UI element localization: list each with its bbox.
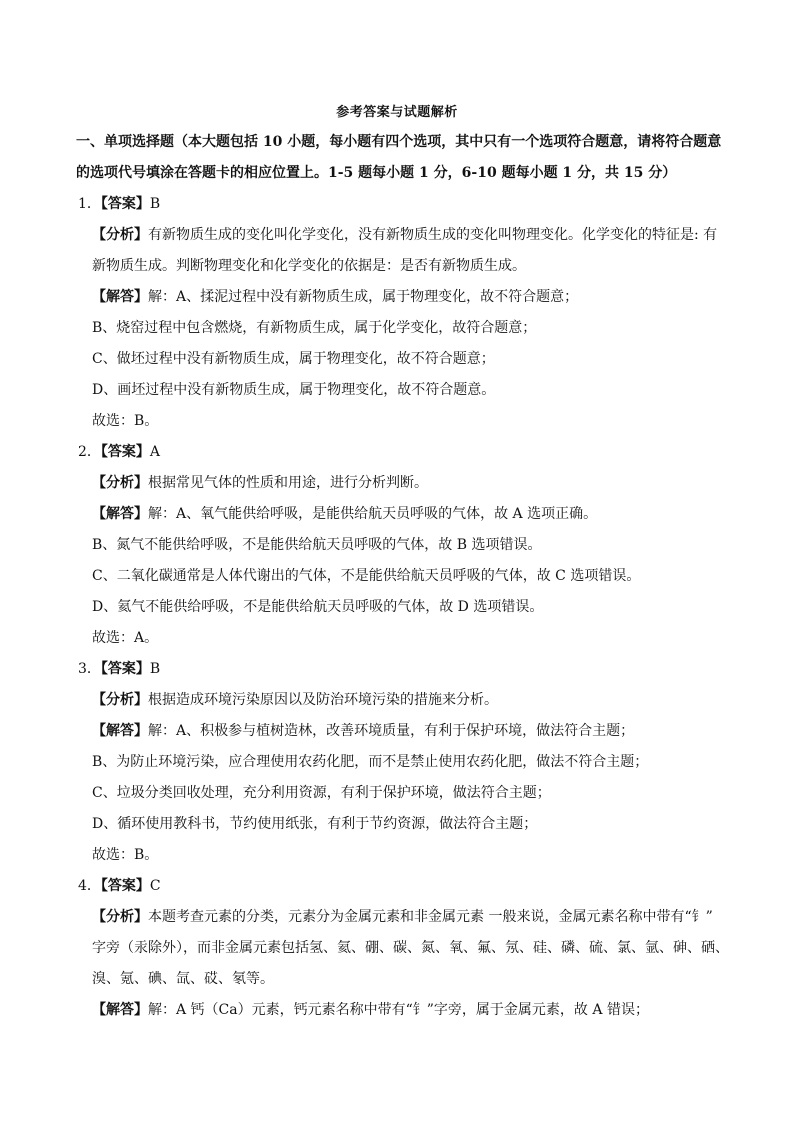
q3-option-b: B、为防止环境污染，应合理使用农药化肥，而不是禁止使用农药化肥，做法不符合主题； — [92, 754, 649, 770]
q1-solution-text: 解：A、揉泥过程中没有新物质生成，属于物理变化，故不符合题意； — [148, 289, 579, 305]
analysis-tag: 【分析】 — [92, 227, 148, 243]
q2-option-d: D、氦气不能供给呼吸，不是能供给航天员呼吸的气体，故 D 选项错误。 — [92, 599, 544, 615]
q4-analysis-line-3: 溴、氪、碘、氙、砹、氡等。 — [92, 971, 274, 987]
q2-answer-line — [78, 443, 160, 461]
q3-choice: 故选：B。 — [92, 847, 159, 863]
q1-solution-line — [92, 288, 578, 306]
q2-choice: 故选：A。 — [92, 630, 159, 646]
solution-tag: 【解答】 — [92, 289, 148, 305]
q4-analysis-line-1 — [92, 908, 713, 926]
q4-analysis-line-2: 字旁（汞除外），而非金属元素包括氢、氦、硼、碳、氮、氧、氟、氖、硅、磷、硫、氯、氩、砷、硒、 — [92, 940, 729, 956]
q2-solution-text: 解：A、氧气能供给呼吸，是能供给航天员呼吸的气体，故 A 选项正确。 — [148, 506, 598, 522]
analysis-tag: 【分析】 — [92, 909, 148, 925]
q1-option-b: B、烧窑过程中包含燃烧，有新物质生成，属于化学变化，故符合题意； — [92, 320, 537, 336]
section-heading-line-2: 的选项代号填涂在答题卡的相应位置上。1-5 题每小题 1 分，6-10 题每小题 1 分，共 15 分） — [76, 165, 677, 181]
solution-tag: 【解答】 — [92, 723, 148, 739]
solution-tag: 【解答】 — [92, 506, 148, 522]
q1-analysis-text-1: 有新物质生成的变化叫化学变化，没有新物质生成的变化叫物理变化。化学变化的特征是: 有 — [148, 227, 718, 243]
q1-analysis-line-1 — [92, 226, 717, 244]
q1-analysis-line-2: 新物质生成。判断物理变化和化学变化的依据是：是否有新物质生成。 — [92, 258, 526, 274]
q4-answer-value: C — [149, 878, 161, 894]
q2-option-c: C、二氧化碳通常是人体代谢出的气体，不是能供给航天员呼吸的气体，故 C 选项错误。 — [92, 568, 641, 584]
q3-analysis-text-1: 根据造成环境污染原因以及防治环境污染的措施来分析。 — [148, 692, 498, 708]
q1-number: 1． — [78, 196, 101, 212]
q4-analysis-text-1: 本题考查元素的分类，元素分为金属元素和非金属元素 一般来说，金属元素名称中带有“钅” — [148, 909, 713, 925]
q2-number: 2． — [78, 444, 101, 460]
answer-tag: 【答案】 — [100, 196, 150, 212]
q2-analysis-text-1: 根据常见气体的性质和用途，进行分析判断。 — [148, 475, 428, 491]
q4-solution-text: 解：A 钙（Ca）元素，钙元素名称中带有“钅”字旁，属于金属元素，故 A 错误； — [148, 1002, 649, 1018]
q1-answer-line — [78, 195, 160, 213]
q3-solution-text: 解：A、积极参与植树造林，改善环境质量，有利于保护环境，做法符合主题； — [148, 723, 635, 739]
q4-solution-line — [92, 1001, 649, 1019]
q1-option-c: C、做坯过程中没有新物质生成，属于物理变化，故不符合题意； — [92, 351, 495, 367]
q3-number: 3． — [78, 661, 101, 677]
page-title: 参考答案与试题解析 — [336, 105, 458, 120]
q3-analysis-line-1 — [92, 691, 498, 709]
answer-tag: 【答案】 — [100, 878, 150, 894]
q2-solution-line — [92, 505, 597, 523]
answer-tag: 【答案】 — [100, 444, 150, 460]
answer-tag: 【答案】 — [100, 661, 150, 677]
q2-option-b: B、氮气不能供给呼吸，不是能供给航天员呼吸的气体，故 B 选项错误。 — [92, 537, 542, 553]
analysis-tag: 【分析】 — [92, 692, 148, 708]
q3-answer-line — [78, 660, 160, 678]
q2-analysis-line-1 — [92, 474, 428, 492]
q3-answer-value: B — [149, 661, 161, 677]
solution-tag: 【解答】 — [92, 1002, 148, 1018]
q3-option-d: D、循环使用教科书，节约使用纸张，有利于节约资源，做法符合主题； — [92, 816, 538, 832]
q1-choice: 故选：B。 — [92, 413, 159, 429]
section-heading-line-1: 一、单项选择题（本大题包括 10 小题，每小题有四个选项，其中只有一个选项符合题意，请将符合题意 — [76, 134, 722, 150]
q4-number: 4． — [78, 878, 101, 894]
q1-option-d: D、画坯过程中没有新物质生成，属于物理变化，故不符合题意。 — [92, 382, 496, 398]
q1-answer-value: B — [149, 196, 161, 212]
q2-answer-value: A — [149, 444, 161, 460]
analysis-tag: 【分析】 — [92, 475, 148, 491]
q3-option-c: C、垃圾分类回收处理，充分利用资源，有利于保护环境，做法符合主题； — [92, 785, 551, 801]
q3-solution-line — [92, 722, 634, 740]
q4-answer-line — [78, 877, 161, 895]
